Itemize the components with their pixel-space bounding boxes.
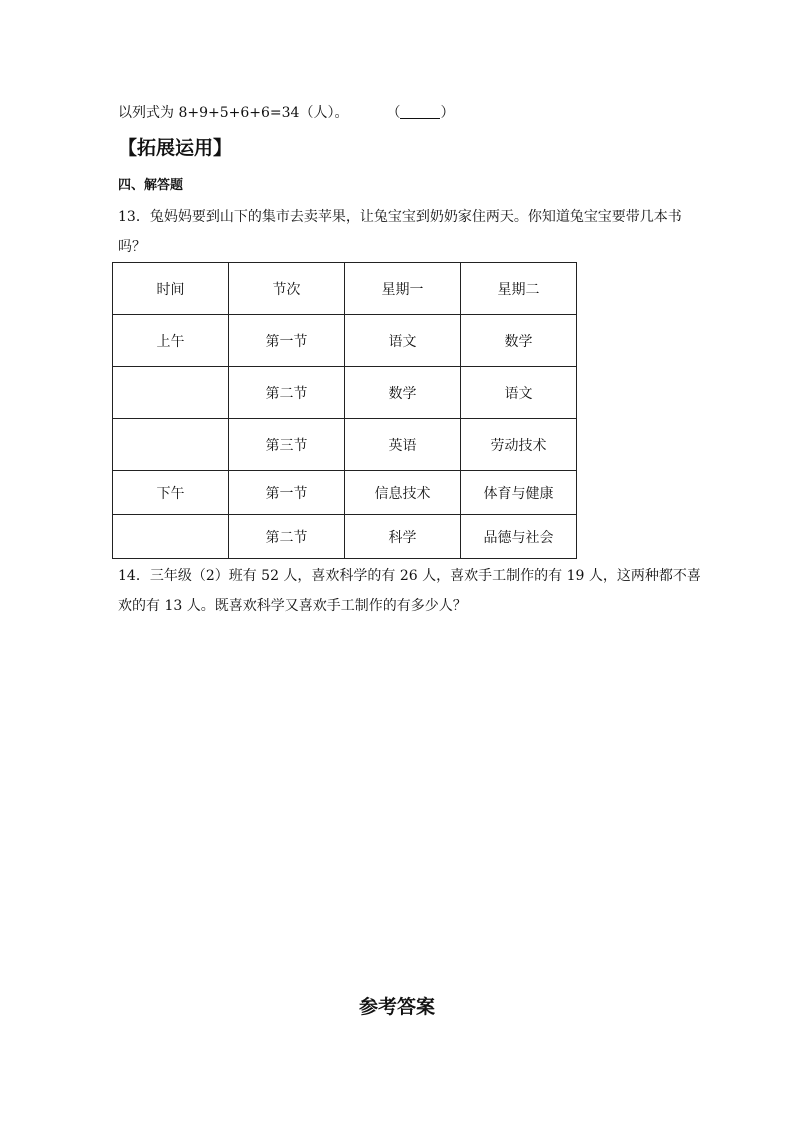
- question-14-line-1: 14．三年级（2）班有 52 人，喜欢科学的有 26 人，喜欢手工制作的有 19 人，这两种都不喜: [118, 568, 701, 584]
- table-cell: 体育与健康: [461, 471, 577, 515]
- header-cell: 节次: [229, 263, 345, 315]
- table-cell: 第二节: [229, 515, 345, 559]
- header-cell: 星期二: [461, 263, 577, 315]
- previous-answer-text: 以列式为 8+9+5+6+6=34（人）。: [118, 105, 349, 121]
- table-cell: 语文: [461, 367, 577, 419]
- table-cell: [113, 515, 229, 559]
- table-cell: 第三节: [229, 419, 345, 471]
- table-cell: 数学: [345, 367, 461, 419]
- answer-key-title: 参考答案: [358, 996, 435, 1018]
- table-cell: 语文: [345, 315, 461, 367]
- table-row: [113, 419, 577, 471]
- table-row: [113, 367, 577, 419]
- header-cell: 星期一: [345, 263, 461, 315]
- table-cell: 第二节: [229, 367, 345, 419]
- table-cell: 科学: [345, 515, 461, 559]
- table-cell: 第一节: [229, 471, 345, 515]
- schedule-table: [112, 262, 577, 559]
- question-13-line-1: 13．兔妈妈要到山下的集市去卖苹果，让兔宝宝到奶奶家住两天。你知道兔宝宝要带几本书: [118, 209, 682, 225]
- section-heading: 【拓展运用】: [118, 137, 233, 159]
- table-cell: 第一节: [229, 315, 345, 367]
- question-13-line-2: 吗？: [118, 239, 146, 255]
- table-cell: 品德与社会: [461, 515, 577, 559]
- table-cell: 下午: [113, 471, 229, 515]
- table-row: [113, 471, 577, 515]
- previous-answer-line: [118, 103, 454, 123]
- part-heading: 四、解答题: [118, 178, 184, 193]
- table-row: [113, 315, 577, 367]
- table-cell: 信息技术: [345, 471, 461, 515]
- table-cell: 数学: [461, 315, 577, 367]
- header-cell: 时间: [113, 263, 229, 315]
- table-cell: 劳动技术: [461, 419, 577, 471]
- answer-blank[interactable]: （ ）: [386, 105, 455, 121]
- table-header-row: [113, 263, 577, 315]
- table-row: [113, 515, 577, 559]
- table-cell: 上午: [113, 315, 229, 367]
- table-cell: [113, 367, 229, 419]
- table-cell: 英语: [345, 419, 461, 471]
- table-cell: [113, 419, 229, 471]
- question-14-line-2: 欢的有 13 人。既喜欢科学又喜欢手工制作的有多少人？: [118, 598, 467, 614]
